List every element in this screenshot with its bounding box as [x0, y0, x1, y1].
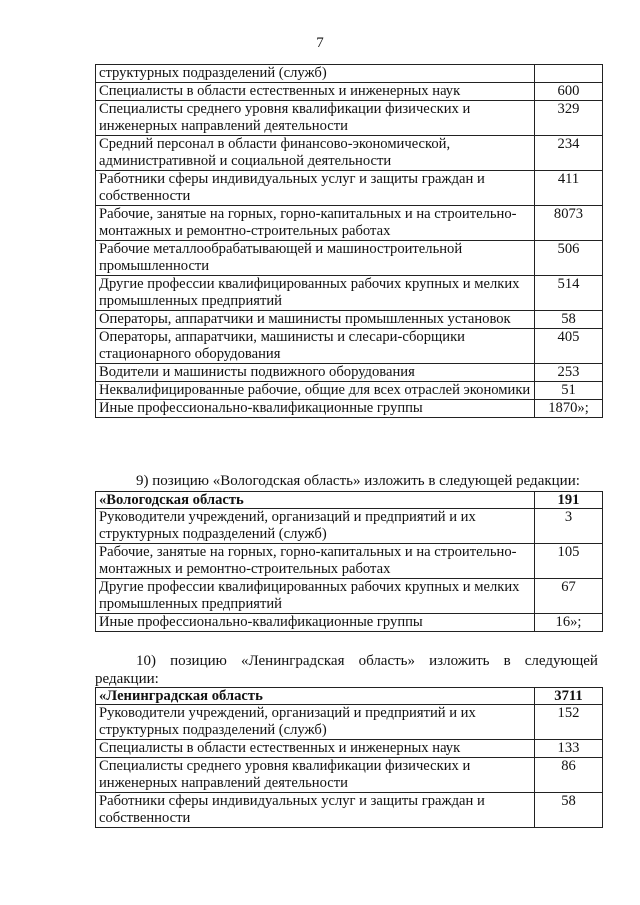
row-value: 411 [535, 171, 603, 206]
row-value: 58 [535, 311, 603, 329]
row-label: Операторы, аппаратчики, машинисты и слесари-сборщики стационарного оборудования [96, 329, 535, 364]
row-value [535, 65, 603, 83]
table-header-row [96, 492, 603, 509]
row-value: 3 [535, 509, 603, 544]
row-label: Работники сферы индивидуальных услуг и защиты граждан и собственности [96, 793, 535, 828]
row-label: Водители и машинисты подвижного оборудования [96, 364, 535, 382]
table-row [96, 206, 603, 241]
row-value: 405 [535, 329, 603, 364]
table-row [96, 793, 603, 828]
vologda-region-table [95, 491, 603, 632]
table-row [96, 758, 603, 793]
row-value: 58 [535, 793, 603, 828]
row-label: Рабочие, занятые на горных, горно-капитальных и на строительно-монтажных и ремонтно-строительных работах [96, 544, 535, 579]
row-label: Специалисты в области естественных и инженерных наук [96, 83, 535, 101]
row-value: 8073 [535, 206, 603, 241]
paragraph-word: изложить [429, 653, 490, 669]
table-row [96, 171, 603, 206]
table-row [96, 544, 603, 579]
row-label: Работники сферы индивидуальных услуг и защиты граждан и собственности [96, 171, 535, 206]
profession-table-continued [95, 64, 603, 418]
table-row [96, 101, 603, 136]
paragraph-word: следующей [524, 653, 598, 669]
amendment-paragraph-9: 9) позицию «Вологодская область» изложить в следующей редакции: [136, 473, 580, 489]
table-row [96, 276, 603, 311]
row-label: Другие профессии квалифицированных рабочих крупных и мелких промышленных предприятий [96, 276, 535, 311]
table-row [96, 65, 603, 83]
table-row [96, 579, 603, 614]
row-label: Рабочие металлообрабатывающей и машиностроительной промышленности [96, 241, 535, 276]
amendment-paragraph-10 [95, 652, 598, 688]
row-value: 1870»; [535, 400, 603, 418]
table-row [96, 311, 603, 329]
region-total: 191 [535, 492, 603, 509]
row-value: 329 [535, 101, 603, 136]
row-label: Операторы, аппаратчики и машинисты промышленных установок [96, 311, 535, 329]
paragraph-second-line: редакции: [95, 671, 159, 687]
table-row [96, 136, 603, 171]
paragraph-word: в [503, 653, 511, 669]
row-label: Иные профессионально-квалификационные группы [96, 614, 535, 632]
table-row [96, 400, 603, 418]
row-value: 105 [535, 544, 603, 579]
paragraph-word: область» [358, 653, 416, 669]
table-row [96, 382, 603, 400]
table-row [96, 364, 603, 382]
row-value: 600 [535, 83, 603, 101]
row-value: 234 [535, 136, 603, 171]
row-label: Руководители учреждений, организаций и предприятий и их структурных подразделений (служб) [96, 509, 535, 544]
row-value: 152 [535, 705, 603, 740]
region-total: 3711 [535, 688, 603, 705]
row-value: 506 [535, 241, 603, 276]
table-row [96, 241, 603, 276]
row-label: Рабочие, занятые на горных, горно-капитальных и на строительно-монтажных и ремонтно-строительных работах [96, 206, 535, 241]
row-value: 514 [535, 276, 603, 311]
row-label: Специалисты среднего уровня квалификации физических и инженерных направлений деятельности [96, 758, 535, 793]
table-row [96, 740, 603, 758]
row-label: Средний персонал в области финансово-экономической, административной и социальной деятельности [96, 136, 535, 171]
row-label: Руководители учреждений, организаций и предприятий и их структурных подразделений (служб) [96, 705, 535, 740]
paragraph-word: 10) [136, 653, 156, 669]
leningrad-region-table [95, 687, 603, 828]
table-row [96, 509, 603, 544]
row-label: структурных подразделений (служб) [96, 65, 535, 83]
row-label: Неквалифицированные рабочие, общие для всех отраслей экономики [96, 382, 535, 400]
row-value: 253 [535, 364, 603, 382]
row-value: 86 [535, 758, 603, 793]
region-name: «Вологодская область [96, 492, 535, 509]
paragraph-word: «Ленинградская [240, 653, 345, 669]
row-value: 16»; [535, 614, 603, 632]
paragraph-first-line [95, 652, 598, 670]
table-row [96, 329, 603, 364]
row-label: Другие профессии квалифицированных рабочих крупных и мелких промышленных предприятий [96, 579, 535, 614]
row-value: 133 [535, 740, 603, 758]
table-header-row [96, 688, 603, 705]
region-name: «Ленинградская область [96, 688, 535, 705]
row-value: 51 [535, 382, 603, 400]
table-row [96, 614, 603, 632]
table-row [96, 83, 603, 101]
row-label: Специалисты в области естественных и инженерных наук [96, 740, 535, 758]
row-value: 67 [535, 579, 603, 614]
row-label: Специалисты среднего уровня квалификации физических и инженерных направлений деятельности [96, 101, 535, 136]
paragraph-word: позицию [170, 653, 227, 669]
table-row [96, 705, 603, 740]
page-number: 7 [316, 35, 324, 51]
row-label: Иные профессионально-квалификационные группы [96, 400, 535, 418]
